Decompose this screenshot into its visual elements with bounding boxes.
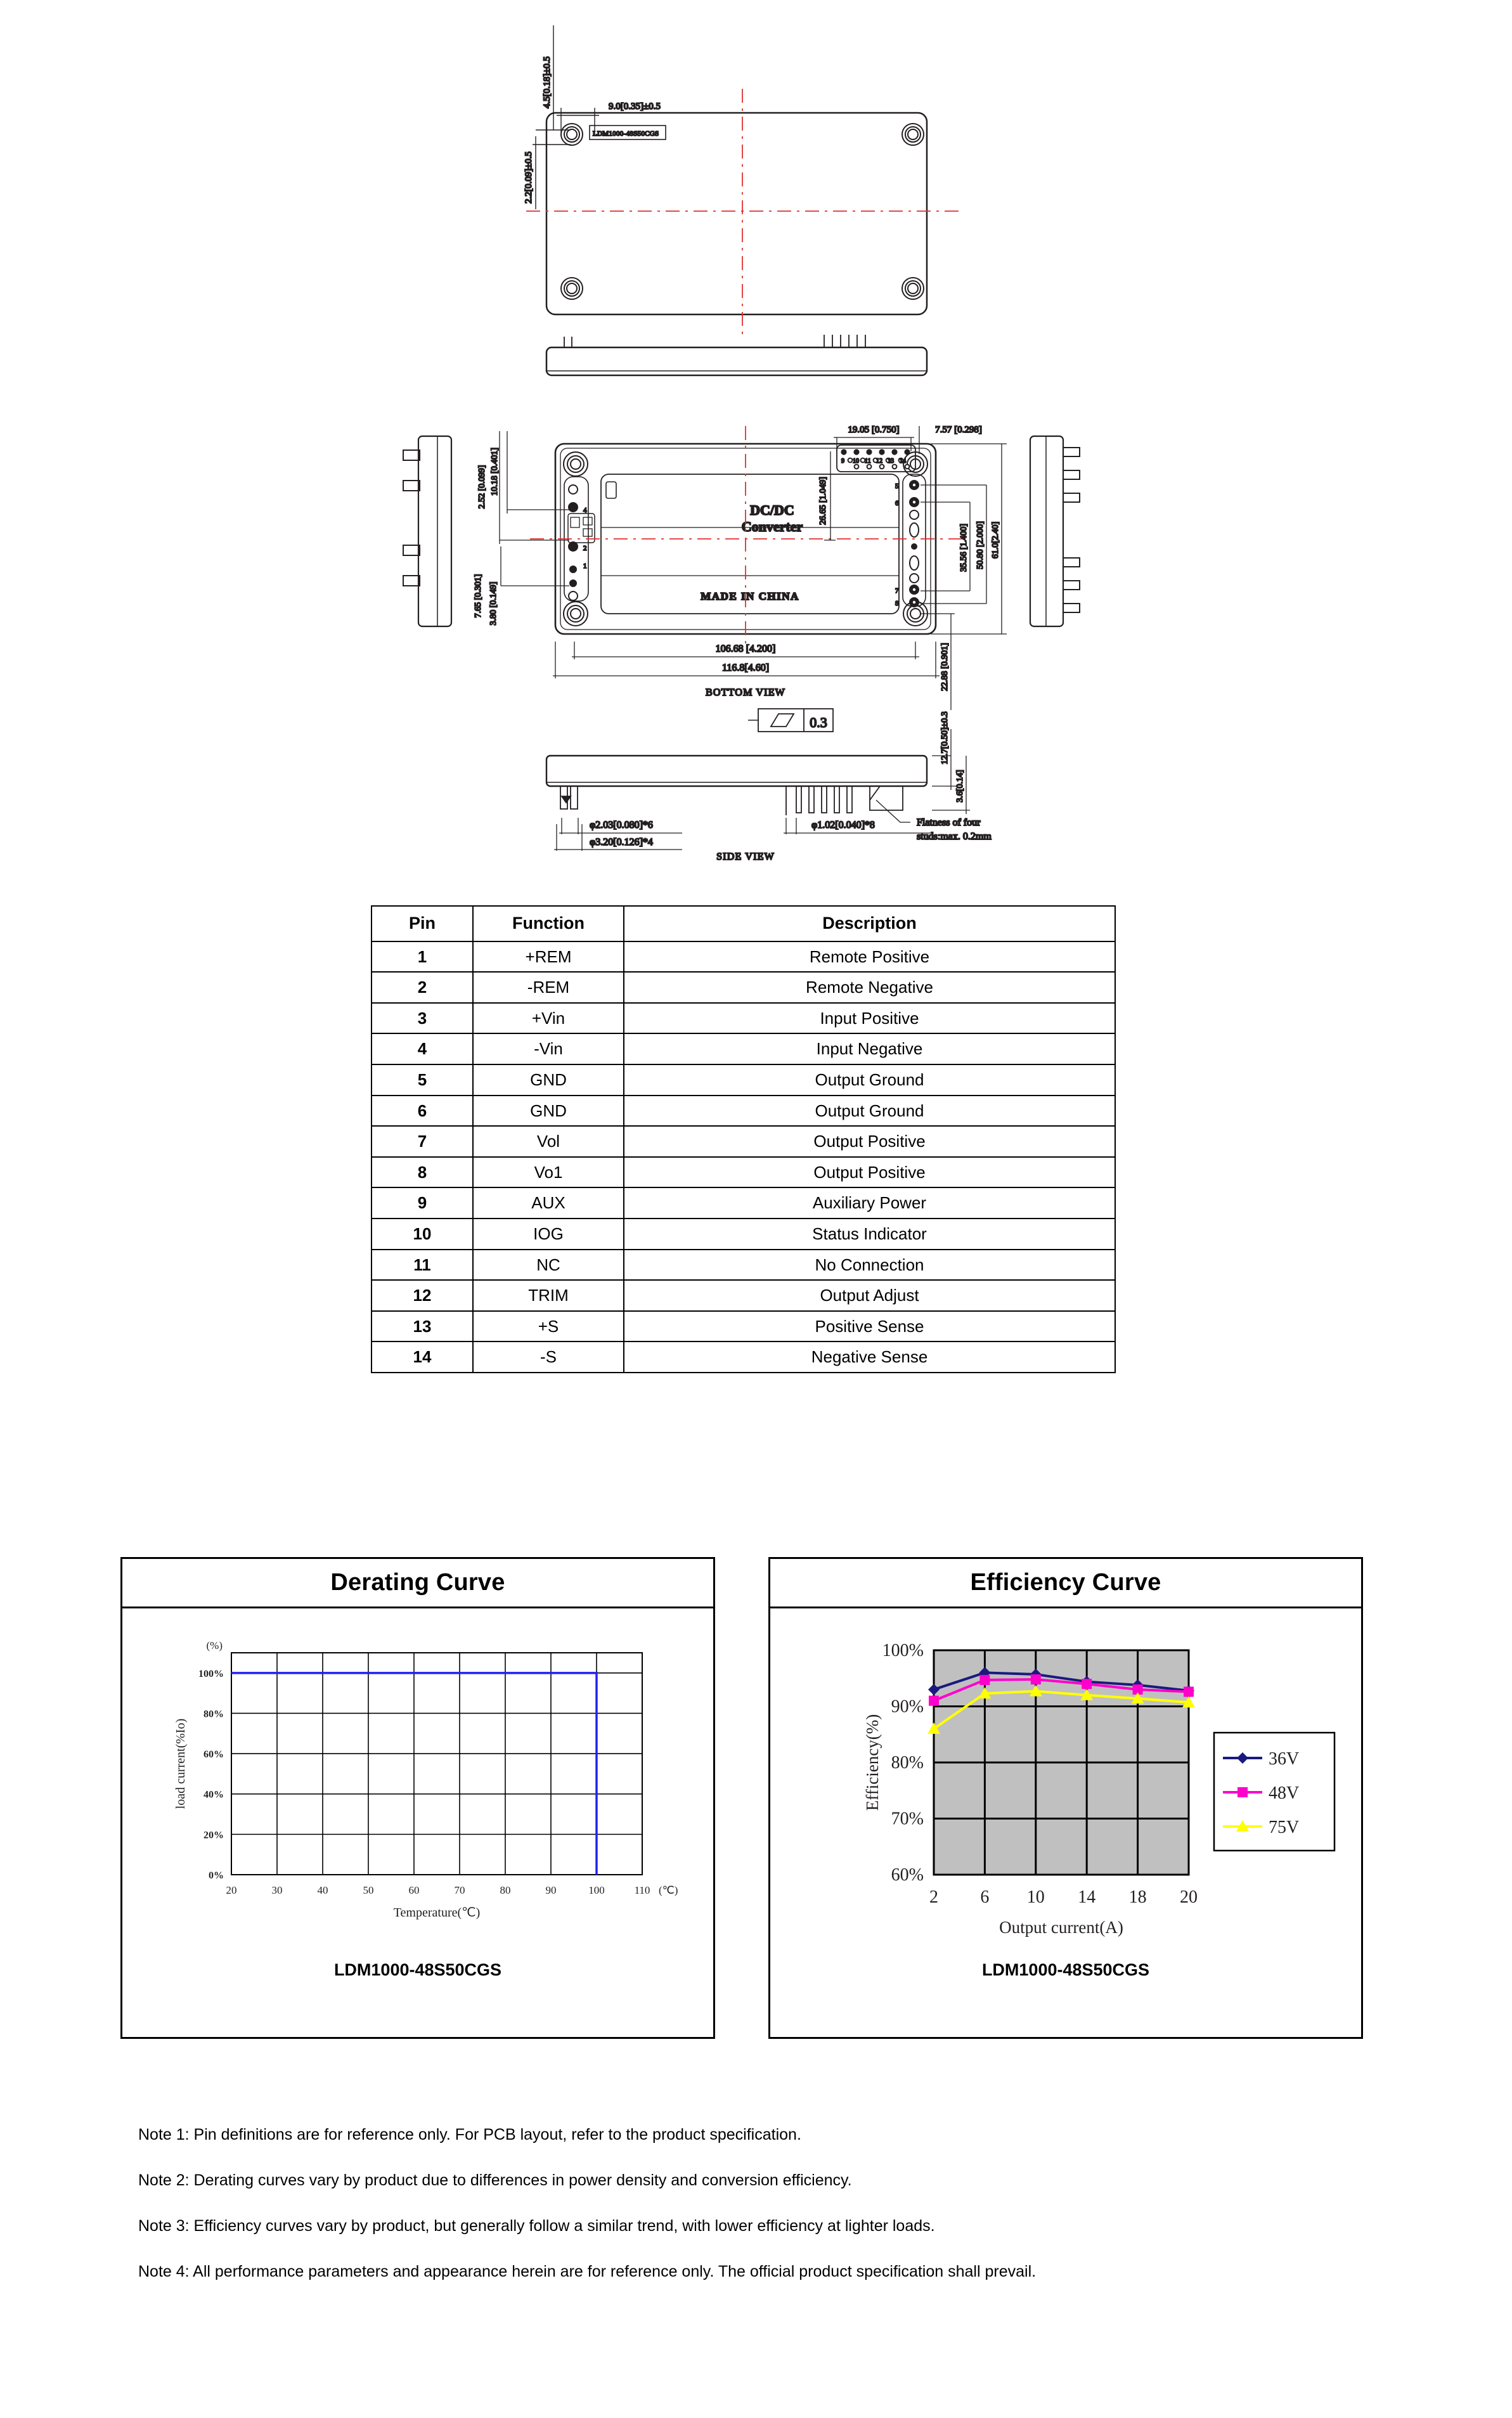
efficiency-chart-body <box>770 1608 1361 1989</box>
cell-pin: 7 <box>372 1126 473 1157</box>
table-header-row <box>372 906 1115 941</box>
table-row <box>372 1096 1115 1127</box>
data-point-marker <box>1237 1787 1248 1797</box>
dim-stud-dia-1: φ2.03[0.080]*6 <box>590 820 653 831</box>
note-2: Note 2: Derating curves vary by product due to differences in power density and conversion efficiency. <box>138 2171 852 2189</box>
cell-description: Status Indicator <box>624 1219 1115 1250</box>
note-4: Note 4: All performance parameters and appearance herein are for reference only. The official product specification shall prevail. <box>138 2263 1037 2280</box>
table-row <box>372 1311 1115 1342</box>
pin-callout-6: 6 <box>895 500 899 507</box>
cell-function: +Vin <box>473 1003 624 1034</box>
column-header-pin: Pin <box>372 906 473 941</box>
dim-top-left-vert-1: 4.5[0.18]±0.5 <box>542 56 552 108</box>
xtick-label: 10 <box>1026 1887 1045 1907</box>
profile-strip <box>546 335 927 375</box>
table-row <box>372 1033 1115 1064</box>
cell-description: Output Positive <box>624 1157 1115 1188</box>
xtick-label: 50 <box>363 1884 374 1896</box>
cell-function: -S <box>473 1342 624 1373</box>
xtick-label: 2 <box>929 1887 938 1907</box>
cell-function: Vo1 <box>473 1157 624 1188</box>
chart-legend <box>1214 1733 1334 1851</box>
y-axis-title: load current(%Io) <box>174 1718 188 1809</box>
ytick-label: 100% <box>882 1641 924 1660</box>
cell-description: No Connection <box>624 1250 1115 1281</box>
x-unit-label: (℃) <box>659 1884 678 1896</box>
xtick-label: 60 <box>408 1884 420 1896</box>
dim-top-horiz-1: 9.0[0.35]±0.5 <box>609 101 661 112</box>
cell-description: Output Ground <box>624 1096 1115 1127</box>
body-label-line1: DC/DC <box>750 502 794 518</box>
dim-stud-dia-2: φ3.20[0.126]*4 <box>590 837 653 848</box>
pin-callout-12: 12 <box>876 458 882 465</box>
part-number-label: LDM1000-48S50CGS <box>593 130 659 138</box>
dim-right-1: 35.56 [1.400] <box>959 524 969 572</box>
xtick-label: 100 <box>588 1884 605 1896</box>
flatness-note-line1: Flatness of four <box>917 817 981 828</box>
dim-right-4: 22.88 [0.901] <box>940 643 950 691</box>
cell-description: Input Negative <box>624 1033 1115 1064</box>
data-point-marker <box>979 1675 990 1685</box>
cell-function: -Vin <box>473 1033 624 1064</box>
cell-function: IOG <box>473 1219 624 1250</box>
notes-section <box>138 2127 1406 2310</box>
cell-function: GND <box>473 1064 624 1096</box>
cell-function: TRIM <box>473 1280 624 1311</box>
pin-callout-7: 7 <box>895 587 899 595</box>
pin-callout-11: 11 <box>865 458 871 465</box>
ytick-label: 90% <box>891 1697 924 1717</box>
xtick-label: 20 <box>1180 1887 1198 1907</box>
xtick-label: 30 <box>271 1884 283 1896</box>
table-row <box>372 1250 1115 1281</box>
dim-right-3: 61.0[2.40] <box>991 521 1000 559</box>
cell-pin: 3 <box>372 1003 473 1034</box>
ytick-label: 60% <box>204 1749 224 1761</box>
flatness-note-line2: studs:max. 0.2mm <box>917 831 992 842</box>
cell-description: Remote Negative <box>624 972 1115 1003</box>
cell-pin: 8 <box>372 1157 473 1188</box>
ytick-label: 100% <box>198 1668 224 1679</box>
pin-callout-4: 4 <box>583 507 587 514</box>
cell-pin: 4 <box>372 1033 473 1064</box>
ytick-label: 60% <box>891 1865 924 1885</box>
body-label-line2: Converter <box>741 519 803 534</box>
cell-description: Output Positive <box>624 1126 1115 1157</box>
pin-callout-2: 2 <box>583 545 587 552</box>
table-row <box>372 1187 1115 1219</box>
pin-callout-8: 8 <box>895 600 899 607</box>
ytick-label: 40% <box>204 1789 224 1801</box>
y-unit-label: (%) <box>206 1639 223 1652</box>
derating-curve-panel <box>120 1557 715 2039</box>
legend-label-36V: 36V <box>1269 1749 1300 1769</box>
legend-label-75V: 75V <box>1269 1818 1300 1837</box>
derating-chart-body <box>122 1608 713 1989</box>
cell-description: Input Positive <box>624 1003 1115 1034</box>
derating-title: Derating Curve <box>330 1569 505 1596</box>
flatness-control-frame <box>748 709 833 732</box>
pin-callout-9: 9 <box>841 458 844 465</box>
table-row <box>372 1126 1115 1157</box>
x-axis-title: Output current(A) <box>999 1918 1123 1937</box>
dim-side-height-2: 3.6[0.14] <box>955 770 965 803</box>
origin-label: MADE IN CHINA <box>701 590 799 602</box>
data-point-marker <box>1184 1686 1194 1697</box>
table-row <box>372 1064 1115 1096</box>
cell-function: AUX <box>473 1187 624 1219</box>
dim-top-2: 7.57 [0.298] <box>935 425 982 435</box>
cell-description: Output Adjust <box>624 1280 1115 1311</box>
column-header-description: Description <box>624 906 1115 941</box>
efficiency-chart-svg <box>770 1608 1361 1989</box>
side-view-label: SIDE VIEW <box>716 851 775 862</box>
dim-left-3: 7.65 [0.301] <box>474 574 483 618</box>
cell-function: GND <box>473 1096 624 1127</box>
dim-top-left-vert-2: 2.2[0.09]±0.5 <box>524 152 534 204</box>
flatness-value: 0.3 <box>810 714 827 730</box>
right-side-profile <box>1030 436 1080 626</box>
xtick-label: 14 <box>1078 1887 1096 1907</box>
table-row <box>372 1280 1115 1311</box>
dim-side-height-1: 12.7[0.50]±0.3 <box>940 711 950 765</box>
table-row <box>372 1219 1115 1250</box>
side-view <box>546 711 992 862</box>
cell-pin: 5 <box>372 1064 473 1096</box>
cell-function: -REM <box>473 972 624 1003</box>
cell-pin: 1 <box>372 941 473 973</box>
cell-description: Negative Sense <box>624 1342 1115 1373</box>
top-view <box>524 25 964 336</box>
cell-description: Output Ground <box>624 1064 1115 1096</box>
cell-function: +REM <box>473 941 624 973</box>
cell-pin: 13 <box>372 1311 473 1342</box>
dim-top-1: 19.05 [0.750] <box>848 425 900 435</box>
y-axis-title: Efficiency(%) <box>863 1714 882 1811</box>
dim-inner-vert: 26.65 [1.049] <box>818 477 828 525</box>
pin-callout-5: 5 <box>895 482 899 490</box>
dim-left-1: 10.18 [0.401] <box>490 448 500 496</box>
xtick-label: 70 <box>454 1884 465 1896</box>
table-row <box>372 941 1115 973</box>
ytick-label: 70% <box>891 1809 924 1829</box>
derating-caption: LDM1000-48S50CGS <box>333 1960 502 1979</box>
xtick-label: 6 <box>980 1887 990 1907</box>
dim-bottom-2: 116.8[4.60] <box>721 663 770 673</box>
cell-description: Remote Positive <box>624 941 1115 973</box>
ytick-label: 20% <box>204 1830 224 1841</box>
data-point-marker <box>1082 1679 1092 1689</box>
dim-bottom-1: 106.68 [4.200] <box>715 643 776 654</box>
cell-pin: 12 <box>372 1280 473 1311</box>
pin-callout-13: 13 <box>888 458 894 465</box>
cell-function: NC <box>473 1250 624 1281</box>
cell-description: Positive Sense <box>624 1311 1115 1342</box>
ytick-label: 0% <box>209 1870 224 1881</box>
note-3: Note 3: Efficiency curves vary by product, but generally follow a similar trend, with lower efficiency at lighter loads. <box>138 2217 935 2235</box>
xtick-label: 80 <box>500 1884 511 1896</box>
cell-pin: 11 <box>372 1250 473 1281</box>
data-point-marker <box>1031 1674 1041 1684</box>
pin-callout-10: 10 <box>853 458 859 465</box>
column-header-function: Function <box>473 906 624 941</box>
bottom-view <box>474 425 1007 710</box>
derating-title-bar <box>122 1559 713 1608</box>
left-side-profile <box>403 436 451 626</box>
cell-pin: 9 <box>372 1187 473 1219</box>
xtick-label: 18 <box>1128 1887 1147 1907</box>
efficiency-title: Efficiency Curve <box>970 1569 1161 1596</box>
table-row <box>372 1157 1115 1188</box>
cell-function: Vol <box>473 1126 624 1157</box>
dim-left-4: 3.80 [0.149] <box>489 581 498 626</box>
bottom-view-label: BOTTOM VIEW <box>706 687 785 698</box>
table-row <box>372 1003 1115 1034</box>
x-axis-title: Temperature(℃) <box>393 1906 481 1920</box>
data-point-marker <box>929 1696 939 1706</box>
cell-function: +S <box>473 1311 624 1342</box>
derating-chart-svg <box>122 1608 713 1989</box>
pin-callout-14: 14 <box>900 458 906 465</box>
cell-pin: 10 <box>372 1219 473 1250</box>
table-row <box>372 1342 1115 1373</box>
cell-description: Auxiliary Power <box>624 1187 1115 1219</box>
xtick-label: 110 <box>634 1884 650 1896</box>
pin-definition-table <box>371 905 1116 1373</box>
efficiency-title-bar <box>770 1559 1361 1608</box>
legend-label-48V: 48V <box>1269 1783 1300 1803</box>
xtick-label: 40 <box>317 1884 328 1896</box>
dim-right-2: 50.80 [2.000] <box>976 521 985 569</box>
cell-pin: 6 <box>372 1096 473 1127</box>
efficiency-curve-panel <box>768 1557 1363 2039</box>
xtick-label: 90 <box>545 1884 557 1896</box>
xtick-label: 20 <box>226 1884 237 1896</box>
pin-callout-1: 1 <box>583 562 587 570</box>
plot-area <box>231 1653 642 1875</box>
cell-pin: 2 <box>372 972 473 1003</box>
efficiency-caption: LDM1000-48S50CGS <box>981 1960 1150 1979</box>
ytick-label: 80% <box>891 1753 924 1773</box>
cell-pin: 14 <box>372 1342 473 1373</box>
mechanical-drawing <box>0 0 1512 888</box>
dim-pin-dia: φ1.02[0.040]*8 <box>811 820 875 831</box>
note-1: Note 1: Pin definitions are for reference only. For PCB layout, refer to the product specification. <box>138 2126 801 2143</box>
table-row <box>372 972 1115 1003</box>
dim-left-2: 2.52 [0.099] <box>477 465 487 509</box>
ytick-label: 80% <box>204 1709 224 1720</box>
